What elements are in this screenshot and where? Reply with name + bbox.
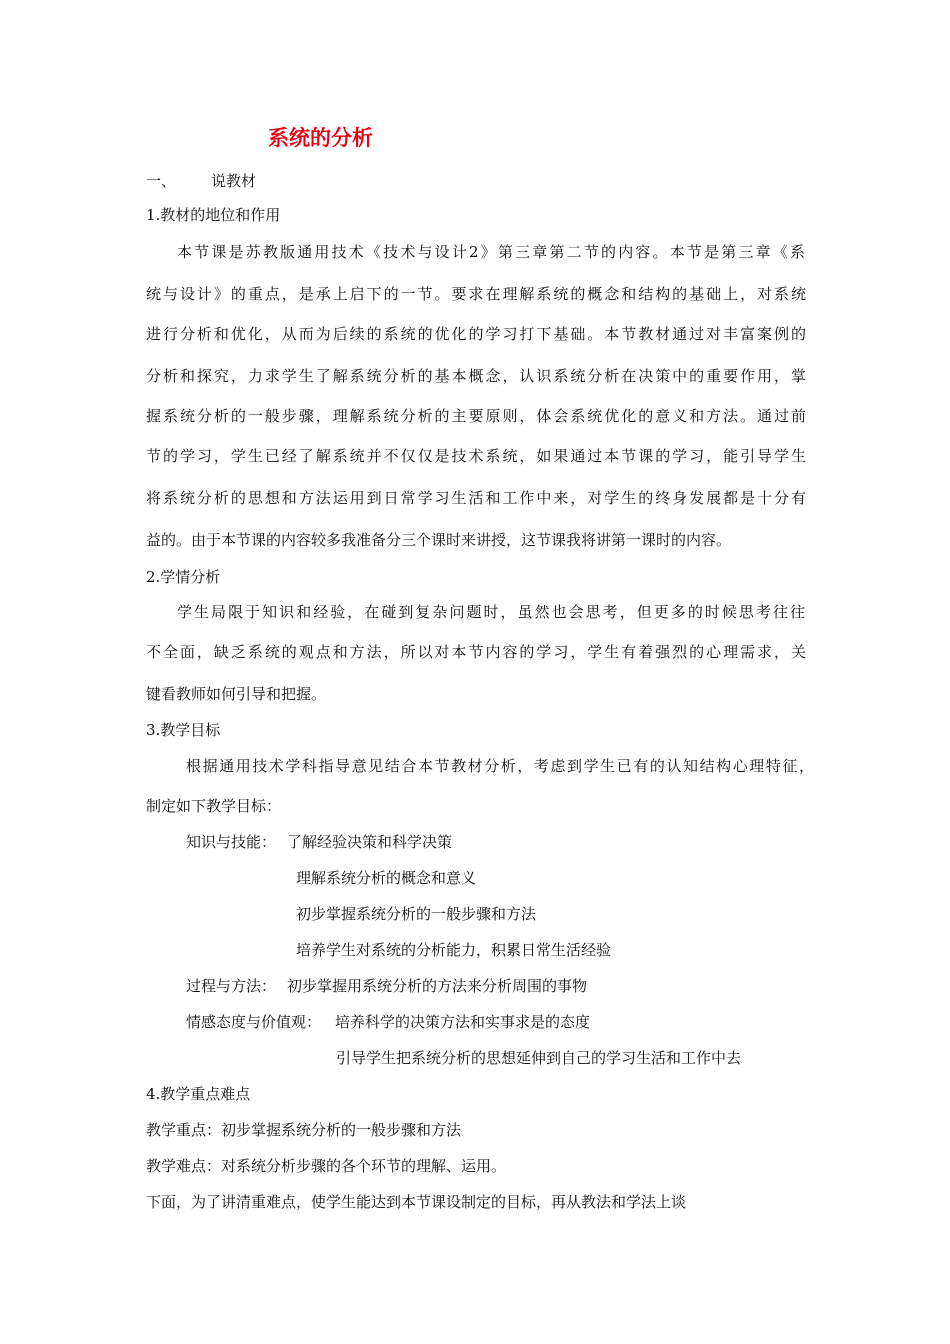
paragraph-line: 不全面，缺乏系统的观点和方法，所以对本节内容的学习，学生有着强烈的心理需求，关 bbox=[146, 643, 806, 661]
goal-item: 初步掌握用系统分析的方法来分析周围的事物 bbox=[287, 977, 588, 995]
subheading-key-difficulties: 4.教学重点难点 bbox=[146, 1085, 251, 1103]
difficulty-line: 教学难点：对系统分析步骤的各个环节的理解、运用。 bbox=[146, 1157, 507, 1175]
paragraph-line: 分析和探究，力求学生了解系统分析的基本概念，认识系统分析在决策中的重要作用，掌 bbox=[146, 367, 806, 385]
paragraph-line: 益的。由于本节课的内容较多我准备分三个课时来讲授，这节课我将讲第一课时的内容。 bbox=[146, 531, 732, 549]
goal-item: 培养学生对系统的分析能力，积累日常生活经验 bbox=[296, 941, 612, 959]
subheading-student-analysis: 2.学情分析 bbox=[146, 568, 221, 586]
section-marker: 一、 bbox=[146, 172, 177, 190]
paragraph-line: 键看教师如何引导和把握。 bbox=[146, 685, 327, 703]
paragraph-line: 将系统分析的思想和方法运用到日常学习生活和工作中来，对学生的终身发展都是十分有 bbox=[146, 489, 806, 507]
paragraph-line: 本节课是苏教版通用技术《技术与设计2》第三章第二节的内容。本节是第三章《系 bbox=[177, 243, 805, 261]
paragraph-line: 进行分析和优化，从而为后续的系统的优化的学习打下基础。本节教材通过对丰富案例的 bbox=[146, 325, 806, 343]
goal-item: 理解系统分析的概念和意义 bbox=[296, 869, 477, 887]
closing-line: 下面，为了讲清重难点，使学生能达到本节课设制定的目标，再从教法和学法上谈 bbox=[146, 1193, 687, 1211]
document-title: 系统的分析 bbox=[268, 126, 373, 150]
paragraph-line: 握系统分析的一般步骤，理解系统分析的主要原则，体会系统优化的意义和方法。通过前 bbox=[146, 407, 806, 425]
paragraph-line: 制定如下教学目标： bbox=[146, 797, 282, 815]
paragraph-line: 根据通用技术学科指导意见结合本节教材分析，考虑到学生已有的认知结构心理特征， bbox=[186, 757, 814, 775]
key-point-line: 教学重点：初步掌握系统分析的一般步骤和方法 bbox=[146, 1121, 462, 1139]
section-heading: 说教材 bbox=[211, 172, 257, 190]
goal-label-knowledge: 知识与技能： bbox=[186, 833, 277, 851]
goal-label-process: 过程与方法： bbox=[186, 977, 277, 995]
paragraph-line: 学生局限于知识和经验，在碰到复杂问题时，虽然也会思考，但更多的时候思考往往 bbox=[177, 603, 805, 621]
paragraph-line: 统与设计》的重点，是承上启下的一节。要求在理解系统的概念和结构的基础上，对系统 bbox=[146, 285, 806, 303]
goal-item: 引导学生把系统分析的思想延伸到自己的学习生活和工作中去 bbox=[336, 1049, 742, 1067]
subheading-teaching-goals: 3.教学目标 bbox=[146, 721, 221, 739]
subheading-textbook-role: 1.教材的地位和作用 bbox=[146, 206, 281, 224]
goal-label-emotion: 情感态度与价值观： bbox=[186, 1013, 322, 1031]
goal-item: 初步掌握系统分析的一般步骤和方法 bbox=[296, 905, 537, 923]
goal-item: 培养科学的决策方法和实事求是的态度 bbox=[335, 1013, 591, 1031]
paragraph-line: 节的学习，学生已经了解系统并不仅仅是技术系统，如果通过本节课的学习，能引导学生 bbox=[146, 447, 806, 465]
goal-item: 了解经验决策和科学决策 bbox=[287, 833, 453, 851]
